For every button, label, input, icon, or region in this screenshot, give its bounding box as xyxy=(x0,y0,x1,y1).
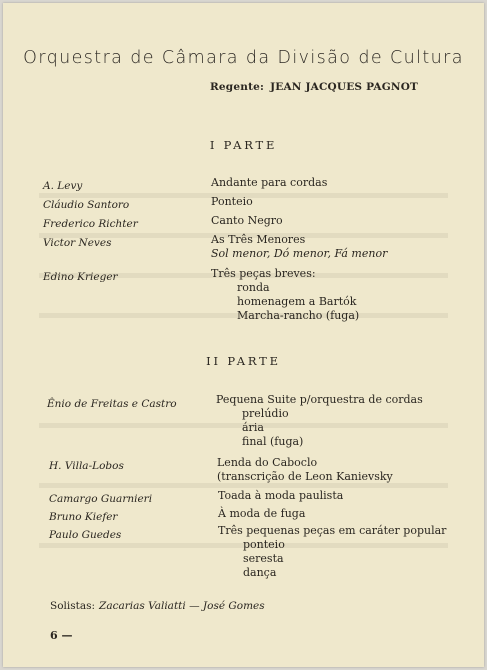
soloists-line xyxy=(50,600,265,612)
movement: ronda xyxy=(237,281,270,294)
work-title: Canto Negro xyxy=(211,214,283,227)
composer-name: Bruno Kiefer xyxy=(49,511,118,523)
composer-name: Cláudio Santoro xyxy=(43,199,130,211)
work-title: Pequena Suite p/orquestra de cordas xyxy=(216,393,423,406)
soloists-label: Solistas: xyxy=(50,600,96,612)
movement: ponteio xyxy=(243,538,285,551)
part-one-heading: I PARTE xyxy=(209,138,278,152)
work-title: Ponteio xyxy=(211,195,253,208)
composer-name: Victor Neves xyxy=(43,237,112,249)
work-block xyxy=(216,393,423,449)
composer-name: H. Villa-Lobos xyxy=(49,460,124,472)
work-subtitle: Sol menor, Dó menor, Fá menor xyxy=(211,247,388,260)
work-title: As Três Menores xyxy=(211,233,306,246)
movement: Marcha-rancho (fuga) xyxy=(237,309,360,322)
soloists-names: Zacarias Valiatti — José Gomes xyxy=(99,600,265,612)
composer-name: Frederico Richter xyxy=(43,218,138,230)
conductor-label: Regente: xyxy=(210,81,265,93)
movement: dança xyxy=(243,566,277,579)
work-title: Lenda do Caboclo xyxy=(217,456,318,469)
composer-name: Ênio de Freitas e Castro xyxy=(47,398,177,410)
composer-name: A. Levy xyxy=(43,180,83,192)
composer-name: Camargo Guarnieri xyxy=(49,493,153,505)
work-block xyxy=(218,524,446,580)
page-title: Orquestra de Câmara da Divisão de Cultura xyxy=(23,48,464,68)
work-title: Três pequenas peças em caráter popular xyxy=(218,524,447,537)
movement: final (fuga) xyxy=(242,435,304,448)
movement: seresta xyxy=(243,552,284,565)
work-note: (transcrição de Leon Kanievsky xyxy=(217,470,393,483)
movement: homenagem a Bartók xyxy=(237,295,357,308)
conductor-line xyxy=(210,81,418,93)
work-block xyxy=(217,456,393,484)
part-two-heading: II PARTE xyxy=(206,354,281,368)
composer-name: Edino Krieger xyxy=(43,271,118,283)
movement: prelúdio xyxy=(242,407,289,420)
page-number: 6 — xyxy=(50,629,73,642)
work-block xyxy=(211,267,359,323)
work-title: À moda de fuga xyxy=(218,507,306,520)
composer-name: Paulo Guedes xyxy=(49,529,122,541)
work-title: Toada à moda paulista xyxy=(218,489,344,502)
work-title: Andante para cordas xyxy=(211,176,328,189)
conductor-name: JEAN JACQUES PAGNOT xyxy=(270,81,419,93)
work-title: Três peças breves: xyxy=(211,267,316,280)
program-page xyxy=(3,3,484,667)
work-block xyxy=(211,233,387,261)
movement: ária xyxy=(242,421,264,434)
